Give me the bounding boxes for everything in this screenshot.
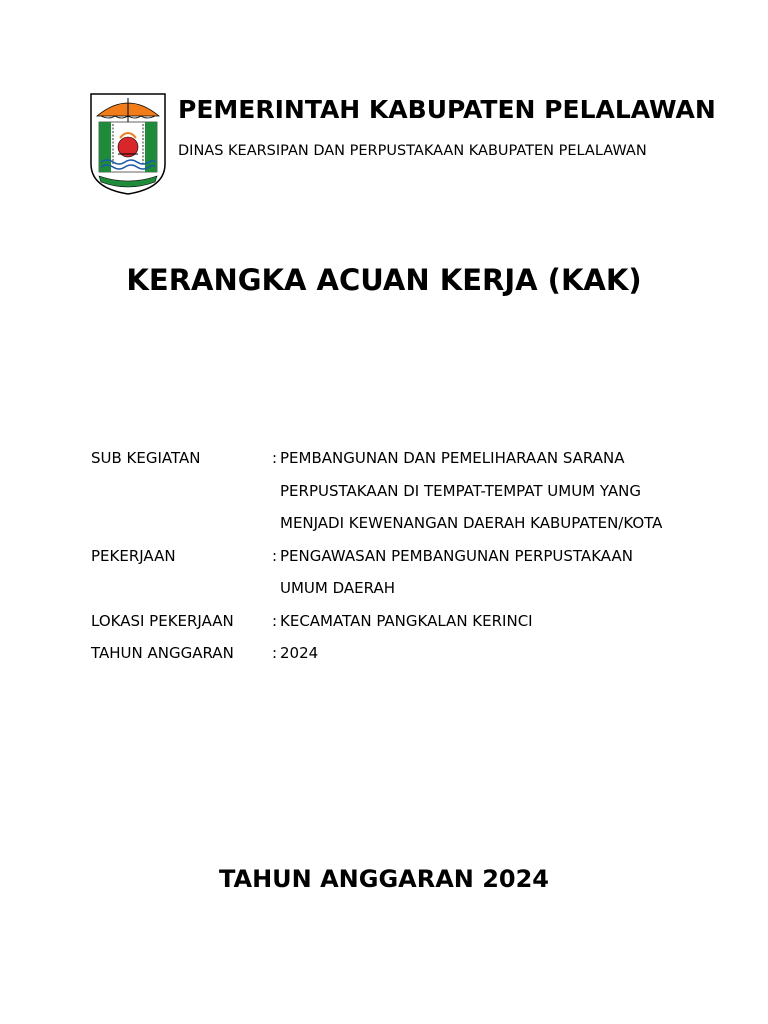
organization-name: PEMERINTAH KABUPATEN PELALAWAN — [178, 95, 716, 124]
detail-label: TAHUN ANGGARAN — [91, 644, 234, 662]
document-title: KERANGKA ACUAN KERJA (KAK) — [126, 263, 642, 297]
detail-value-line: PENGAWASAN PEMBANGUNAN PERPUSTAKAAN — [280, 546, 633, 565]
detail-value-line: UMUM DAERAH — [280, 579, 395, 597]
detail-value-line: PERPUSTAKAAN DI TEMPAT-TEMPAT UMUM YANG — [280, 481, 641, 500]
detail-colon: : — [272, 611, 278, 630]
organization-subtitle: DINAS KEARSIPAN DAN PERPUSTAKAAN KABUPATEN PELALAWAN — [178, 143, 647, 159]
detail-value — [280, 442, 711, 540]
detail-label: SUB KEGIATAN — [91, 449, 201, 467]
detail-row-tahun-anggaran — [91, 637, 711, 670]
details-block — [91, 442, 711, 670]
detail-value-line: KECAMATAN PANGKALAN KERINCI — [280, 611, 533, 630]
budget-year-title: TAHUN ANGGARAN 2024 — [218, 865, 550, 893]
detail-colon: : — [272, 449, 278, 467]
detail-value-line: PEMBANGUNAN DAN PEMELIHARAAN SARANA — [280, 449, 625, 467]
detail-colon: : — [272, 546, 278, 565]
kabupaten-pelalawan-crest-icon — [89, 92, 167, 196]
detail-value-line: 2024 — [280, 644, 319, 662]
detail-colon: : — [272, 644, 278, 662]
detail-value-line: MENJADI KEWENANGAN DAERAH KABUPATEN/KOTA — [280, 514, 663, 532]
detail-label: LOKASI PEKERJAAN — [91, 611, 234, 630]
detail-label: PEKERJAAN — [91, 546, 176, 565]
detail-row-lokasi-pekerjaan — [91, 605, 711, 638]
detail-row-pekerjaan — [91, 540, 711, 605]
detail-value — [280, 605, 711, 638]
detail-value — [280, 540, 711, 605]
detail-value — [280, 637, 711, 670]
detail-row-sub-kegiatan — [91, 442, 711, 540]
